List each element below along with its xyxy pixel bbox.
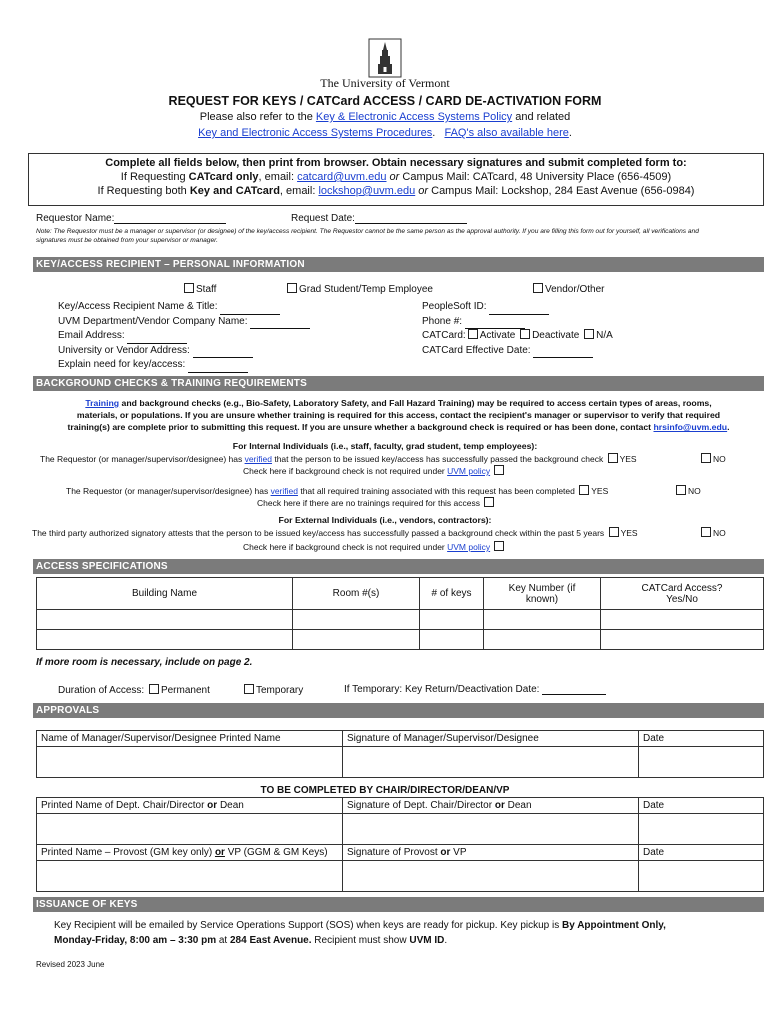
ext-bg-not-required-checkbox[interactable] (494, 541, 504, 551)
training-link[interactable]: Training (85, 398, 120, 408)
request-date-field[interactable]: Request Date: (291, 213, 467, 224)
table-row[interactable] (37, 814, 764, 845)
provost-name-label: Printed Name – Provost (GM key only) or VP (GGM & GM Keys) (37, 845, 343, 861)
recipient-right-fields (422, 300, 613, 358)
section-recipient-header: KEY/ACCESS RECIPIENT – PERSONAL INFORMATION (33, 257, 764, 272)
internal-bg-check-row: The Requestor (or manager/supervisor/designee) has verified that the person to be issued key/access has successfully passed the background check YES (40, 454, 637, 464)
mgr-sig-label: Signature of Manager/Supervisor/Designee (343, 731, 639, 747)
revised-note: Revised 2023 June (36, 960, 105, 969)
section-access-header: ACCESS SPECIFICATIONS (33, 559, 764, 574)
bg-no-option: NO (699, 453, 726, 464)
verified-link-1[interactable]: verified (244, 454, 272, 464)
table-row[interactable] (37, 610, 764, 630)
recipient-left-fields (58, 300, 310, 373)
name-title-field[interactable]: Key/Access Recipient Name & Title: (58, 300, 310, 315)
dept-field[interactable]: UVM Department/Vendor Company Name: (58, 315, 310, 330)
form-title: REQUEST FOR KEYS / CATCard ACCESS / CARD DE-ACTIVATION FORM (168, 94, 602, 108)
chair-date-label: Date (639, 798, 764, 814)
training-no-checkbox[interactable] (676, 485, 686, 495)
uvm-logo (368, 38, 402, 78)
training-no-option: NO (674, 485, 701, 496)
vendor-checkbox[interactable] (533, 283, 543, 293)
bg-not-required-row: Check here if background check is not required under UVM policy (243, 465, 506, 476)
catcard-options: CATCard: Activate Deactivate N/A (422, 330, 613, 341)
verified-link-2[interactable]: verified (270, 486, 298, 496)
grad-checkbox[interactable] (287, 283, 297, 293)
col-building: Building Name (37, 578, 293, 610)
bg-yes-checkbox[interactable] (608, 453, 618, 463)
requestor-note: Note: The Requestor must be a manager or supervisor (or designee) of the key/access recipient. The Requestor cannot be the same person as the approval authority. If you are filling this form out for yourself, all verifications and signatures must be obtained from your supervisor or manager. (36, 228, 699, 244)
ext-no-option: NO (699, 527, 726, 538)
university-name: The University of Vermont (320, 76, 450, 90)
bg-not-required-checkbox[interactable] (494, 465, 504, 475)
access-table (36, 577, 764, 650)
staff-checkbox[interactable] (184, 283, 194, 293)
training-paragraph: Training and background checks (e.g., Bio-Safety, Laboratory Safety, and Fall Hazard Training) may be required to access certain types of areas, rooms, materials, or populations. If you are unsure whether training is required for this access, contact the recipient's manager or supervisor to verify that required training(s) are complete prior to submitting this request. If you are unsure whether a background check is required or has been done, contact hrsinfo@uvm.edu. (67, 398, 730, 432)
instructions-line3: If Requesting both Key and CATcard, email: lockshop@uvm.edu or Campus Mail: Lockshop, 284 East Avenue (656-0984) (97, 185, 695, 197)
uvm-policy-link-2[interactable]: UVM policy (447, 542, 491, 552)
col-room: Room #(s) (293, 578, 420, 610)
chair-name-label: Printed Name of Dept. Chair/Director or Dean (37, 798, 343, 814)
peoplesoft-field[interactable]: PeopleSoft ID: (422, 300, 613, 315)
access-table-header (37, 578, 764, 610)
phone-field[interactable]: Phone #: (422, 315, 613, 330)
staff-option[interactable]: Staff (182, 283, 216, 295)
tower-icon (368, 38, 402, 78)
col-catcard: CATCard Access? Yes/No (601, 578, 764, 610)
section-approvals-header: APPROVALS (33, 703, 764, 718)
requestor-name-field[interactable]: Requestor Name: (36, 213, 226, 224)
chair-approval-table (36, 797, 764, 892)
chair-sig-label: Signature of Dept. Chair/Director or Dean (343, 798, 639, 814)
training-completed-row: The Requestor (or manager/supervisor/designee) has verified that all required training associated with this request has been completed YES (66, 486, 609, 496)
explain-field[interactable]: Explain need for key/access: (58, 358, 310, 373)
external-heading: For External Individuals (i.e., vendors, contractors): (278, 515, 492, 525)
mgr-date-label: Date (639, 731, 764, 747)
ext-no-checkbox[interactable] (701, 527, 711, 537)
instructions-box (28, 153, 764, 206)
col-keys: # of keys (420, 578, 484, 610)
procedures-link[interactable]: Key and Electronic Access Systems Procedures (198, 127, 433, 139)
ext-bg-not-required-row: Check here if background check is not required under UVM policy (243, 541, 506, 552)
no-trainings-checkbox[interactable] (484, 497, 494, 507)
mgr-name-label: Name of Manager/Supervisor/Designee Printed Name (37, 731, 343, 747)
issuance-text: Key Recipient will be emailed by Service Operations Support (SOS) when keys are ready for pickup. Key pickup is By Appointment Only, Monday-Friday, 8:00 am – 3:30 pm at 284 East Avenue. Recipient must show UVM ID. (54, 920, 666, 946)
provost-date-label: Date (639, 845, 764, 861)
chair-heading: TO BE COMPLETED BY CHAIR/DIRECTOR/DEAN/VP (260, 785, 510, 796)
permanent-checkbox[interactable] (149, 684, 159, 694)
internal-heading: For Internal Individuals (i.e., staff, faculty, grad student, temp employees): (232, 441, 538, 451)
duration-row: Duration of Access: Permanent (58, 685, 210, 696)
grad-option[interactable]: Grad Student/Temp Employee (285, 283, 433, 295)
catcard-email-link[interactable]: catcard@uvm.edu (297, 171, 387, 183)
manager-approval-table (36, 730, 764, 778)
temporary-checkbox[interactable] (244, 684, 254, 694)
vendor-option[interactable]: Vendor/Other (531, 283, 604, 295)
col-key-number: Key Number (if known) (484, 578, 601, 610)
external-bg-check-row: The third party authorized signatory attests that the person to be issued key/access has successfully passed a background check within the past 5 years YES (32, 528, 638, 538)
provost-sig-label: Signature of Provost or VP (343, 845, 639, 861)
table-row[interactable] (37, 747, 764, 778)
policy-link[interactable]: Key & Electronic Access Systems Policy (315, 111, 513, 123)
table-row[interactable] (37, 861, 764, 892)
table-row[interactable] (37, 630, 764, 650)
section-issuance-header: ISSUANCE OF KEYS (33, 897, 764, 912)
temporary-option: Temporary (242, 684, 303, 696)
address-field[interactable]: University or Vendor Address: (58, 344, 310, 359)
hrsinfo-email-link[interactable]: hrsinfo@uvm.edu (653, 422, 728, 432)
ext-yes-checkbox[interactable] (609, 527, 619, 537)
faq-link[interactable]: FAQ's also available here (444, 127, 569, 139)
instructions-line1: Complete all fields below, then print from browser. Obtain necessary signatures and submit completed form to: (105, 157, 687, 169)
activate-checkbox[interactable] (468, 329, 478, 339)
training-yes-checkbox[interactable] (579, 485, 589, 495)
lockshop-email-link[interactable]: lockshop@uvm.edu (318, 185, 416, 197)
effective-date-field[interactable]: CATCard Effective Date: (422, 344, 613, 359)
no-trainings-row: Check here if there are no trainings required for this access (257, 497, 496, 508)
bg-no-checkbox[interactable] (701, 453, 711, 463)
email-field[interactable]: Email Address: (58, 329, 310, 344)
na-checkbox[interactable] (584, 329, 594, 339)
refer-line: Please also refer to the Key & Electronic Access Systems Policy and related (199, 111, 571, 123)
section-background-header: BACKGROUND CHECKS & TRAINING REQUIREMENTS (33, 376, 764, 391)
more-room-note: If more room is necessary, include on page 2. (36, 657, 253, 668)
uvm-policy-link-1[interactable]: UVM policy (447, 466, 491, 476)
return-date-field[interactable]: If Temporary: Key Return/Deactivation Date: (344, 684, 606, 695)
deactivate-checkbox[interactable] (520, 329, 530, 339)
instructions-line2: If Requesting CATcard only, email: catcard@uvm.edu or Campus Mail: CATcard, 48 University Place (656-4509) (120, 171, 672, 183)
procedures-line: Key and Electronic Access Systems Procedures. FAQ's also available here. (198, 127, 572, 139)
